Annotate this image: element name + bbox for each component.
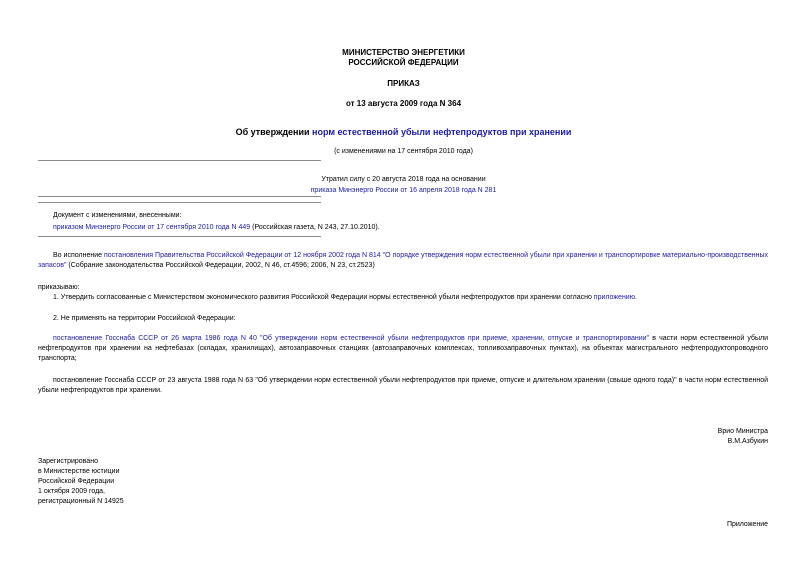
appendix-link[interactable]: приложению [593,294,635,301]
amended-note: (с изменениями на 17 сентября 2010 года) [334,148,473,155]
changes-source: (Российская газета, N 243, 27.10.2010). [250,224,380,231]
changes-line [53,223,380,233]
registration-line-2: в Министерстве юстиции [38,468,120,475]
signature-position: Врио Министра [717,428,768,435]
registration-line-3: Российской Федерации [38,478,115,485]
appendix-label: Приложение [726,521,768,528]
registration-line-1: Зарегистрировано [38,458,98,465]
registration-line-5: регистрационный N 14925 [38,498,124,505]
order-date-number: от 13 августа 2009 года N 364 [345,99,462,108]
item-2-b: постановление Госснаба СССР от 23 августа 1988 года N 63 "Об утверждении норм естественной убыли нефтепродуктов при приеме, отпуске и длительном хранении (свыше одного года)" в части норм естественной убыли нефтепродуктов при хранении. [38,377,768,394]
changes-label: Документ с изменениями, внесенными: [53,212,182,219]
registration-block [38,457,124,507]
changes-link[interactable]: приказом Минэнерго России от 17 сентября 2010 года N 449 [53,224,251,231]
ministry-line-1: МИНИСТЕРСТВО ЭНЕРГЕТИКИ [342,48,465,57]
divider-4 [38,236,321,237]
preamble-tail: (Собрание законодательства Российской Федерации, 2002, N 46, ст.4596; 2006, N 23, ст.2523) [66,262,375,269]
preamble-link[interactable]: постановления Правительства Российской Федерации от 12 ноября 2002 года N 814 "О порядке утверждения норм естественной убыли при хранении и транспортировке материально-производственных запасов" [38,252,768,269]
item-2-a [38,334,768,364]
item-2-a-text: в части норм естественной убыли нефтепродуктов при хранении на нефтебазах (складах, хранилищах), автозаправочных станциях (автозаправочных комплексах, топливозаправочных пунктах), на объектах магистрального нефтепродуктопроводного транспорта; [38,335,768,362]
signature-name: В.М.Азбукин [727,438,768,445]
divider-1 [38,160,321,161]
item-1-text: 1. Утвердить согласованные с Министерством экономического развития Российской Федерации нормы естественной убыли нефтепродуктов при хранении согласно [53,294,594,301]
registration-line-4: 1 октября 2009 года, [38,488,106,495]
item-1-end: . [634,294,637,301]
item-2: 2. Не применять на территории Российской Федерации: [53,315,236,322]
divider-3 [38,202,321,203]
preamble-lead: Во исполнение [53,252,104,259]
order-word: приказываю: [38,284,80,291]
document-type: ПРИКАЗ [387,79,420,88]
title-prefix: Об утверждении [235,127,313,137]
ministry-line-2: РОССИЙСКОЙ ФЕДЕРАЦИИ [348,58,459,67]
preamble-paragraph [38,251,768,271]
lost-force-text: Утратил силу с 20 августа 2018 года на основании [321,176,486,183]
divider-2 [38,196,321,197]
lost-force-link[interactable]: приказа Минэнерго России от 16 апреля 2018 года N 281 [310,187,497,194]
item-1 [53,293,768,303]
document-title [0,127,807,138]
item-2-a-link[interactable]: постановление Госснаба СССР от 26 марта 1986 года N 40 "Об утверждении норм естественной убыли нефтепродуктов при приеме, хранении, отпуске и транспортировании" [53,335,650,342]
title-link[interactable]: норм естественной убыли нефтепродуктов при хранении [312,127,572,137]
